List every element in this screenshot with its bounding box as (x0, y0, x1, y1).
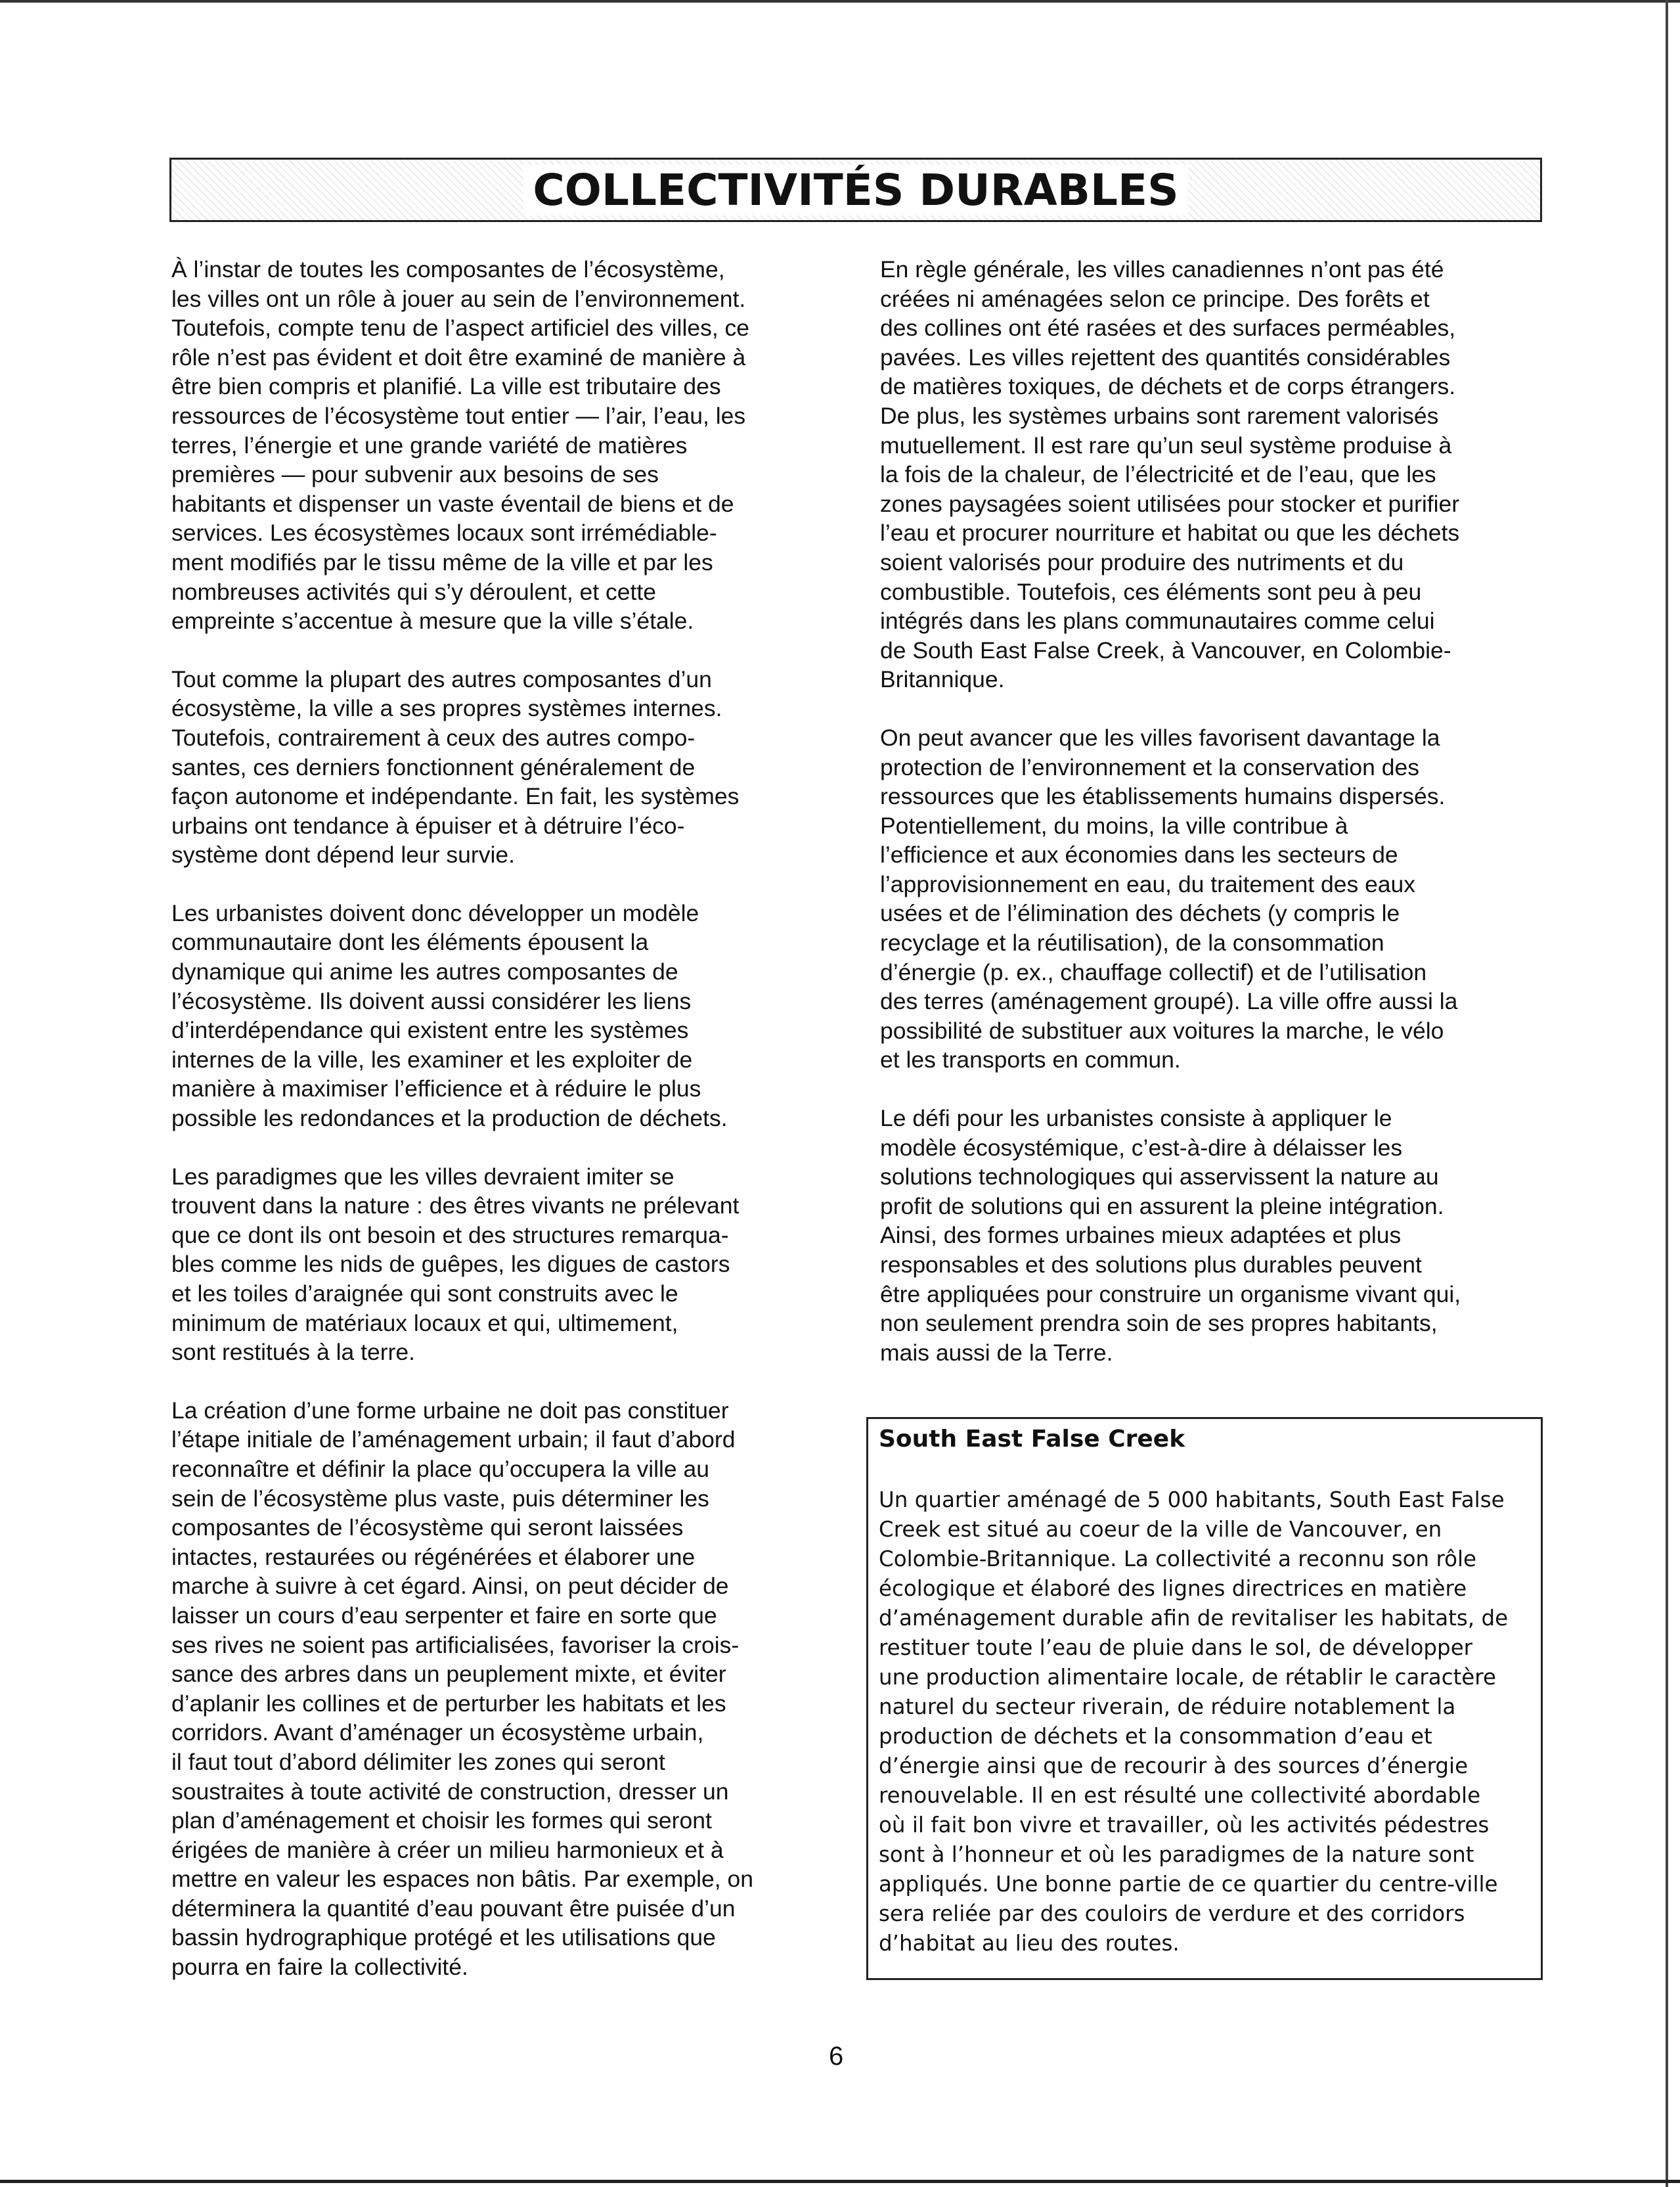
right-column (880, 255, 1537, 1396)
page-title: COLLECTIVITÉS DURABLES (523, 165, 1187, 215)
scan-top-rule (0, 0, 1680, 3)
paragraph: On peut avancer que les villes favorisent davantage la protection de l’environnement et la conservation des ressources que les établissements humains dispersés. Potentiellement, du moins, la ville contribue à l’efficience et aux économies dans les secteurs de l’approvisionnement en eau, du traitement des eaux usées et de l’élimination des déchets (y compris le recyclage et la réutilisation), de la consommation d’énergie (p. ex., chauffage collectif) et de l’utilisation des terres (aménagement groupé). La ville offre aussi la possibilité de substituer aux voitures la marche, le vélo et les transports en commun. (880, 724, 1458, 1073)
paragraph: Le défi pour les urbanistes consiste à appliquer le modèle écosystémique, c’est-à-dire à délaisser les solutions technologiques qui asservissent la nature au profit de solutions qui en assurent la pleine intégration. Ainsi, des formes urbaines mieux adaptées et plus responsables et des solutions plus durables peuvent être appliquées pour construire un organisme vivant qui, non seulement prendra soin de ses propres habitants, mais aussi de la Terre. (880, 1105, 1461, 1366)
paragraph: En règle générale, les villes canadiennes n’ont pas été créées ni aménagées selon ce principe. Des forêts et des collines ont été rasées et des surfaces perméables, pavées. Les villes rejettent des quantités considérables de matières toxiques, de déchets et de corps étrangers. De plus, les systèmes urbains sont rarement valorisés mutuellement. Il est rare qu’un seul système produise à la fois de la chaleur, de l’électricité et de l’eau, que les zones paysagées soient utilisées pour stocker et purifier l’eau et procurer nourriture et habitat ou que les déchets soient valorisés pour produire des nutriments et du combustible. Toutefois, ces éléments sont peu à peu intégrés dans les plans communautaires comme celui de South East False Creek, à Vancouver, en Colombie- Britannique. (880, 256, 1460, 693)
page-number: 6 (829, 2042, 844, 2071)
case-study-body: Un quartier aménagé de 5 000 habitants, South East False Creek est situé au coeur de la ville de Vancouver, en Colombie-Britannique. La collectivité a reconnu son rôle écologique et élaboré des lignes directrices en matière d’aménagement durable afin de revitaliser les habitats, de restituer toute l’eau de pluie dans le sol, de développer une production alimentaire locale, de rétablir le caractère naturel du secteur riverain, de réduire notablement la production de déchets et la consommation d’eau et d’énergie ainsi que de recourir à des sources d’énergie renouvelable. Il en est résulté une collectivité abordable où il fait bon vivre et travailler, où les activités pédestres sont à l’honneur et où les paradigmes de la nature sont appliqués. Une bonne partie de ce quartier du centre-ville sera reliée par des couloirs de verdure et des corridors d’habitat au lieu des routes. (879, 1487, 1509, 1956)
paragraph: La création d’une forme urbaine ne doit pas constituer l’étape initiale de l’aménagement urbain; il faut d’abord reconnaître et définir la place qu’occupera la ville au sein de l’écosystème plus vaste, puis déterminer les composantes de l’écosystème qui seront laissées intactes, restaurées ou régénérées et élaborer une marche à suivre à cet égard. Ainsi, on peut décider de laisser un cours d’eau serpenter et faire en sorte que ses rives ne soient pas artificialisées, favoriser la crois- sance des arbres dans un peuplement mixte, et éviter d’aplanir les collines et de perturber les habitats et les corridors. Avant d’aménager un écosystème urbain, il faut tout d’abord délimiter les zones qui seront soustraites à toute activité de construction, dresser un plan d’aménagement et choisir les formes qui seront érigées de manière à créer un milieu harmonieux et à mettre en valeur les espaces non bâtis. Par exemple, on déterminera la quantité d’eau pouvant être puisée d’un bassin hydrographique protégé et les utilisations que pourra en faire la collectivité. (171, 1397, 754, 1981)
scan-right-edge (1666, 0, 1668, 2187)
paragraph: Les paradigmes que les villes devraient imiter se trouvent dans la nature : des êtres vivants ne prélevant que ce dont ils ont besoin et des structures remarqua- bles comme les nids de guêpes, les digues de castors et les toiles d’araignée qui sont construits avec le minimum de matériaux locaux et qui, ultimement, sont restitués à la terre. (171, 1163, 740, 1366)
case-study-heading: South East False Creek (879, 1426, 1185, 1453)
title-banner (169, 158, 1542, 222)
scan-bottom-edge (0, 2180, 1680, 2183)
paragraph: Tout comme la plupart des autres composantes d’un écosystème, la ville a ses propres systèmes internes. Toutefois, contrairement à ceux des autres compo- santes, ces derniers fonctionnent généralement de façon autonome et indépendante. En fait, les systèmes urbains ont tendance à épuiser et à détruire l’éco- système dont dépend leur survie. (171, 665, 740, 868)
paragraph: À l’instar de toutes les composantes de l’écosystème, les villes ont un rôle à jouer au sein de l’environnement. Toutefois, compte tenu de l’aspect artificiel des villes, ce rôle n’est pas évident et doit être examiné de manière à être bien compris et planifié. La ville est tributaire des ressources de l’écosystème tout entier — l’air, l’eau, les terres, l’énergie et une grande variété de matières premières — pour subvenir aux besoins de ses habitants et dispenser un vaste éventail de biens et de services. Les écosystèmes locaux sont irrémédiable- ment modifiés par le tissu même de la ville et par les nombreuses activités qui s’y déroulent, et cette empreinte s’accentue à mesure que la ville s’étale. (171, 256, 750, 635)
paragraph: Les urbanistes doivent donc développer un modèle communautaire dont les éléments épousent la dynamique qui anime les autres composantes de l’écosystème. Ils doivent aussi considérer les liens d’interdépendance qui existent entre les systèmes internes de la ville, les examiner et les exploiter de manière à maximiser l’efficience et à réduire le plus possible les redondances et la production de déchets. (171, 899, 728, 1132)
left-column (171, 255, 835, 2011)
case-study-box (866, 1417, 1543, 1980)
